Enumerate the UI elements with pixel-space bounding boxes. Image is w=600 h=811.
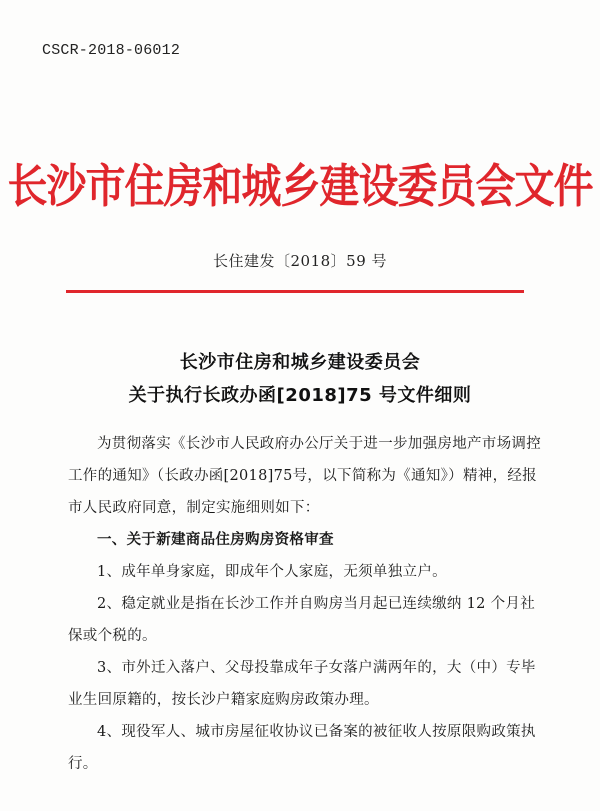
- list-item: 1、成年单身家庭，即成年个人家庭，无须单独立户。: [97, 564, 447, 580]
- document-number: 长住建发〔2018〕59 号: [212, 252, 388, 270]
- section-1-heading: 一、关于新建商品住房购房资格审查: [97, 532, 334, 548]
- masthead-title: 长沙市住房和城乡建设委员会文件: [7, 159, 593, 214]
- red-divider-line: [66, 290, 524, 293]
- document-code: CSCR-2018-06012: [42, 42, 181, 59]
- document-title-line-1: 长沙市住房和城乡建设委员会: [179, 352, 421, 373]
- list-item: 2、稳定就业是指在长沙工作并自购房当月起已连续缴纳 12 个月社保或个税的。: [68, 596, 535, 644]
- document-body: [68, 428, 548, 780]
- list-item: 3、市外迁入落户、父母投靠成年子女落户满两年的，大（中）专毕业生回原籍的，按长沙户籍家庭购房政策办理。: [68, 660, 536, 708]
- list-item: 4、现役军人、城市房屋征收协议已备案的被征收人按原限购政策执行。: [68, 724, 536, 772]
- intro-paragraph: 为贯彻落实《长沙市人民政府办公厅关于进一步加强房地产市场调控工作的通知》（长政办函[2018]75号，以下简称为《通知》）精神，经报市人民政府同意，制定实施细则如下：: [68, 436, 541, 516]
- document-title-line-2: 关于执行长政办函[2018]75 号文件细则: [128, 385, 472, 406]
